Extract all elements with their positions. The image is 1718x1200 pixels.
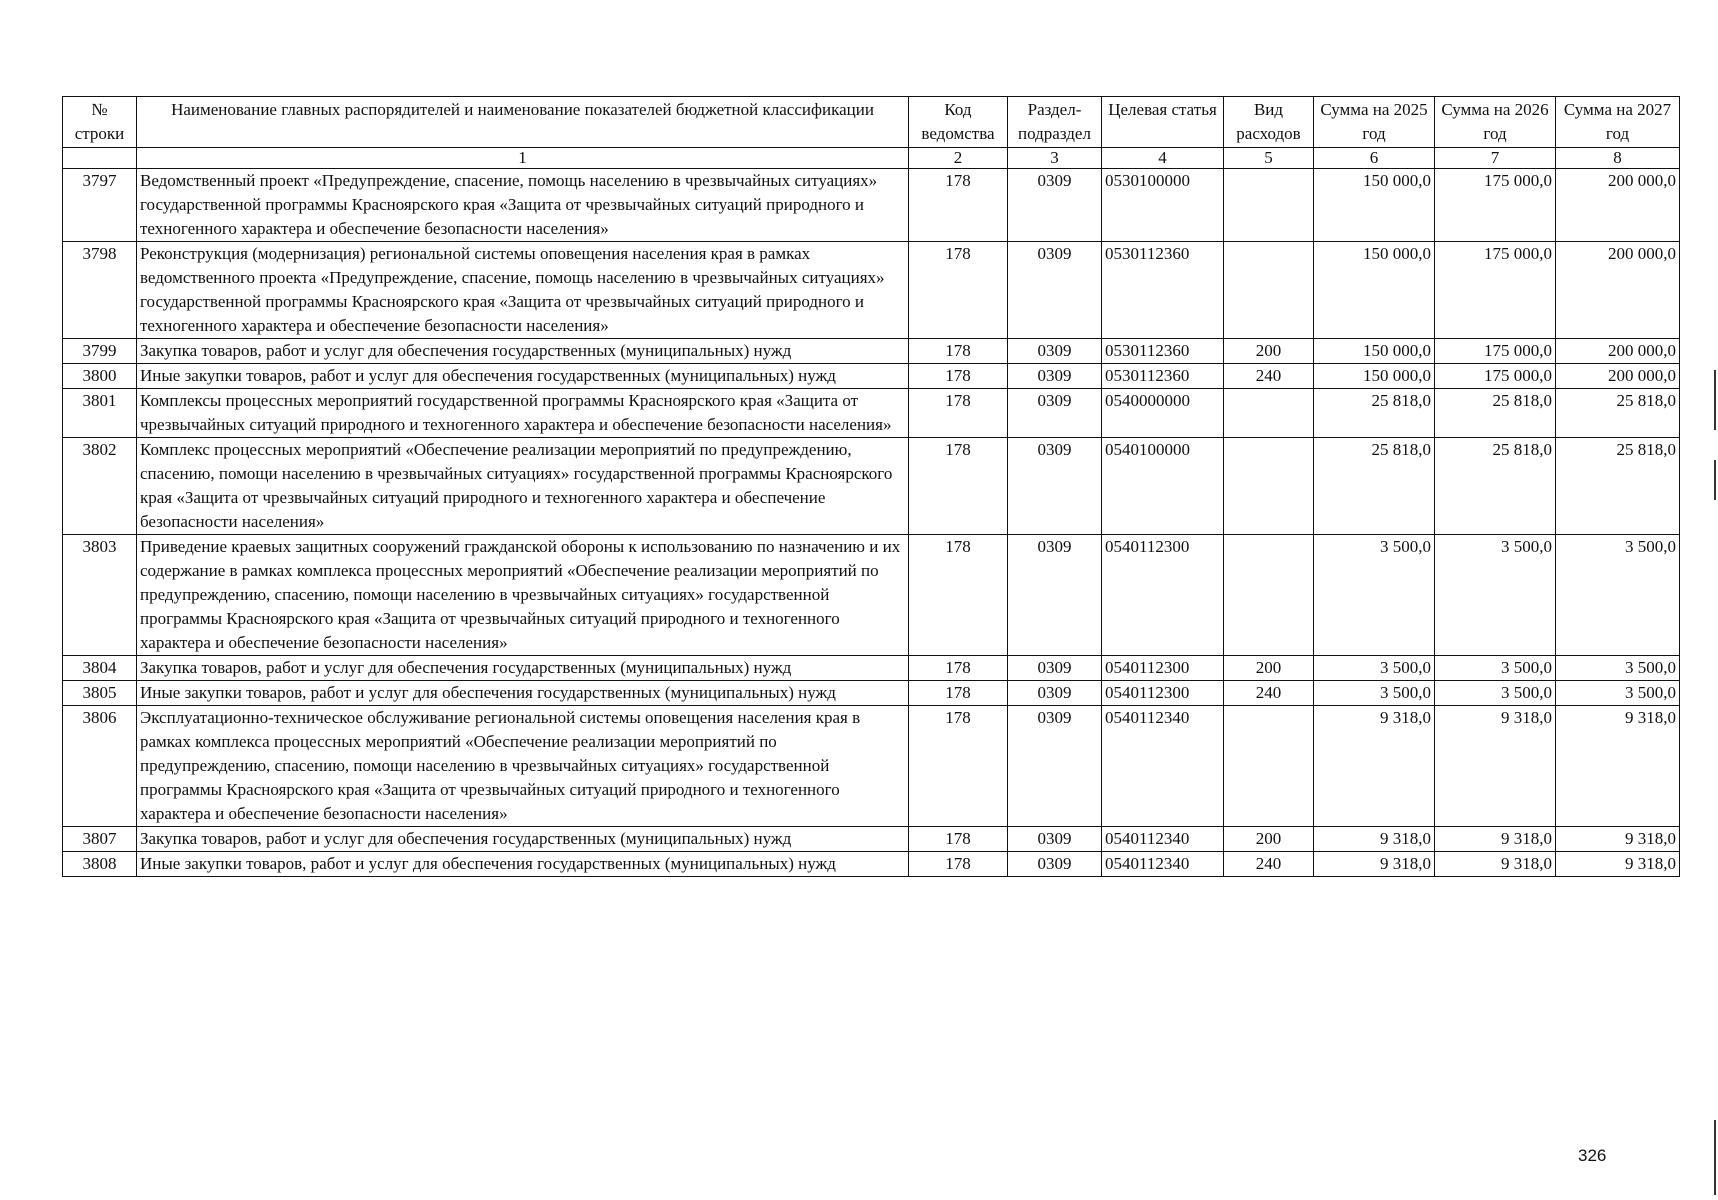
table-body [63, 169, 1680, 877]
row-dept-code: 178 [909, 706, 1008, 827]
table-row [63, 681, 1680, 706]
row-expense-type [1224, 706, 1314, 827]
table-row [63, 169, 1680, 242]
row-name: Иные закупки товаров, работ и услуг для обеспечения государственных (муниципальных) нужд [137, 364, 909, 389]
row-sum-2027: 3 500,0 [1556, 656, 1680, 681]
budget-table [62, 96, 1680, 877]
table-row [63, 364, 1680, 389]
row-name: Эксплуатационно-техническое обслуживание региональной системы оповещения населения края в рамках комплекса процессных мероприятий «Обеспечение реализации мероприятий по предупреждению, спасению, помощи населению в чрезвычайных ситуациях» государственной программы Красноярского края «Защита от чрезвычайных ситуаций природного и техногенного характера и обеспечение безопасности населения» [137, 706, 909, 827]
row-sum-2025: 150 000,0 [1314, 339, 1435, 364]
row-name: Комплекс процессных мероприятий «Обеспечение реализации мероприятий по предупреждению, спасению, помощи населению в чрезвычайных ситуациях» государственной программы Красноярского края «Защита от чрезвычайных ситуаций природного и техногенного характера и обеспечение безопасности населения» [137, 438, 909, 535]
row-section: 0309 [1008, 364, 1102, 389]
row-number: 3806 [63, 706, 137, 827]
table-row [63, 438, 1680, 535]
row-sum-2027: 3 500,0 [1556, 535, 1680, 656]
row-expense-type: 200 [1224, 656, 1314, 681]
row-sum-2025: 9 318,0 [1314, 706, 1435, 827]
table-row [63, 242, 1680, 339]
row-dept-code: 178 [909, 852, 1008, 877]
column-number [63, 148, 137, 169]
column-number: 2 [909, 148, 1008, 169]
row-number: 3798 [63, 242, 137, 339]
row-target-article: 0530112360 [1102, 339, 1224, 364]
row-sum-2025: 3 500,0 [1314, 681, 1435, 706]
header-section: Раздел-подраздел [1008, 97, 1102, 148]
row-sum-2026: 175 000,0 [1435, 242, 1556, 339]
row-target-article: 0540112300 [1102, 535, 1224, 656]
row-section: 0309 [1008, 438, 1102, 535]
row-dept-code: 178 [909, 389, 1008, 438]
header-code: Код ведомства [909, 97, 1008, 148]
row-name: Иные закупки товаров, работ и услуг для обеспечения государственных (муниципальных) нужд [137, 852, 909, 877]
row-sum-2027: 25 818,0 [1556, 389, 1680, 438]
row-dept-code: 178 [909, 827, 1008, 852]
row-number: 3800 [63, 364, 137, 389]
row-sum-2026: 9 318,0 [1435, 852, 1556, 877]
scan-edge-mark [1714, 460, 1716, 500]
row-expense-type: 200 [1224, 339, 1314, 364]
row-dept-code: 178 [909, 681, 1008, 706]
column-number: 8 [1556, 148, 1680, 169]
row-target-article: 0540112300 [1102, 656, 1224, 681]
header-sum2026: Сумма на 2026 год [1435, 97, 1556, 148]
row-sum-2027: 9 318,0 [1556, 706, 1680, 827]
column-number: 6 [1314, 148, 1435, 169]
row-sum-2027: 9 318,0 [1556, 852, 1680, 877]
scan-edge-mark [1714, 1120, 1716, 1195]
row-dept-code: 178 [909, 438, 1008, 535]
row-expense-type [1224, 438, 1314, 535]
row-target-article: 0540112300 [1102, 681, 1224, 706]
row-sum-2027: 200 000,0 [1556, 169, 1680, 242]
row-sum-2026: 3 500,0 [1435, 656, 1556, 681]
row-number: 3801 [63, 389, 137, 438]
row-target-article: 0540112340 [1102, 706, 1224, 827]
table-row [63, 389, 1680, 438]
row-section: 0309 [1008, 827, 1102, 852]
row-name: Закупка товаров, работ и услуг для обеспечения государственных (муниципальных) нужд [137, 656, 909, 681]
row-sum-2025: 150 000,0 [1314, 169, 1435, 242]
column-number: 4 [1102, 148, 1224, 169]
row-sum-2027: 200 000,0 [1556, 364, 1680, 389]
row-sum-2027: 9 318,0 [1556, 827, 1680, 852]
table-row [63, 656, 1680, 681]
row-name: Закупка товаров, работ и услуг для обеспечения государственных (муниципальных) нужд [137, 827, 909, 852]
row-dept-code: 178 [909, 242, 1008, 339]
row-sum-2026: 3 500,0 [1435, 535, 1556, 656]
row-sum-2025: 3 500,0 [1314, 535, 1435, 656]
row-expense-type [1224, 242, 1314, 339]
row-sum-2026: 175 000,0 [1435, 364, 1556, 389]
table-row [63, 535, 1680, 656]
row-sum-2026: 9 318,0 [1435, 706, 1556, 827]
table-row [63, 827, 1680, 852]
page-number: 326 [1578, 1146, 1607, 1165]
header-name: Наименование главных распорядителей и наименование показателей бюджетной классификации [137, 97, 909, 148]
row-expense-type: 200 [1224, 827, 1314, 852]
header-target: Целевая статья [1102, 97, 1224, 148]
row-number: 3802 [63, 438, 137, 535]
row-section: 0309 [1008, 389, 1102, 438]
row-sum-2026: 9 318,0 [1435, 827, 1556, 852]
row-expense-type: 240 [1224, 852, 1314, 877]
row-sum-2025: 3 500,0 [1314, 656, 1435, 681]
row-sum-2026: 175 000,0 [1435, 339, 1556, 364]
row-name: Ведомственный проект «Предупреждение, спасение, помощь населению в чрезвычайных ситуациях» государственной программы Красноярского края «Защита от чрезвычайных ситуаций природного и техногенного характера и обеспечение безопасности населения» [137, 169, 909, 242]
row-target-article: 0530100000 [1102, 169, 1224, 242]
row-sum-2027: 200 000,0 [1556, 242, 1680, 339]
row-number: 3803 [63, 535, 137, 656]
column-number: 1 [137, 148, 909, 169]
table-row [63, 339, 1680, 364]
row-dept-code: 178 [909, 535, 1008, 656]
row-name: Закупка товаров, работ и услуг для обеспечения государственных (муниципальных) нужд [137, 339, 909, 364]
row-section: 0309 [1008, 339, 1102, 364]
row-sum-2025: 25 818,0 [1314, 389, 1435, 438]
row-expense-type [1224, 169, 1314, 242]
row-sum-2027: 200 000,0 [1556, 339, 1680, 364]
row-sum-2025: 150 000,0 [1314, 364, 1435, 389]
row-dept-code: 178 [909, 339, 1008, 364]
row-sum-2025: 9 318,0 [1314, 852, 1435, 877]
row-name: Приведение краевых защитных сооружений гражданской обороны к использованию по назначению и их содержание в рамках комплекса процессных мероприятий «Обеспечение реализации мероприятий по предупреждению, спасению, помощи населению в чрезвычайных ситуациях» государственной программы Красноярского края «Защита от чрезвычайных ситуаций природного и техногенного характера и обеспечение безопасности населения» [137, 535, 909, 656]
row-target-article: 0540000000 [1102, 389, 1224, 438]
row-section: 0309 [1008, 242, 1102, 339]
row-sum-2025: 150 000,0 [1314, 242, 1435, 339]
row-name: Реконструкция (модернизация) региональной системы оповещения населения края в рамках ведомственного проекта «Предупреждение, спасение, помощь населению в чрезвычайных ситуациях» государственной программы Красноярского края «Защита от чрезвычайных ситуаций природного и техногенного характера и обеспечение безопасности населения» [137, 242, 909, 339]
row-sum-2026: 25 818,0 [1435, 389, 1556, 438]
row-number: 3807 [63, 827, 137, 852]
row-sum-2026: 25 818,0 [1435, 438, 1556, 535]
row-sum-2026: 3 500,0 [1435, 681, 1556, 706]
row-sum-2027: 25 818,0 [1556, 438, 1680, 535]
header-sum2027: Сумма на 2027 год [1556, 97, 1680, 148]
row-number: 3797 [63, 169, 137, 242]
row-section: 0309 [1008, 706, 1102, 827]
header-no: № строки [63, 97, 137, 148]
row-section: 0309 [1008, 681, 1102, 706]
row-number: 3808 [63, 852, 137, 877]
row-section: 0309 [1008, 656, 1102, 681]
row-name: Иные закупки товаров, работ и услуг для обеспечения государственных (муниципальных) нужд [137, 681, 909, 706]
row-target-article: 0540100000 [1102, 438, 1224, 535]
header-sum2025: Сумма на 2025 год [1314, 97, 1435, 148]
row-target-article: 0530112360 [1102, 242, 1224, 339]
row-expense-type [1224, 535, 1314, 656]
row-number: 3799 [63, 339, 137, 364]
row-dept-code: 178 [909, 656, 1008, 681]
row-expense-type [1224, 389, 1314, 438]
table-row [63, 852, 1680, 877]
header-vid: Вид расходов [1224, 97, 1314, 148]
column-number-row [63, 148, 1680, 169]
table-row [63, 706, 1680, 827]
row-target-article: 0540112340 [1102, 827, 1224, 852]
column-number: 5 [1224, 148, 1314, 169]
row-sum-2025: 25 818,0 [1314, 438, 1435, 535]
row-number: 3804 [63, 656, 137, 681]
row-section: 0309 [1008, 852, 1102, 877]
row-dept-code: 178 [909, 169, 1008, 242]
row-dept-code: 178 [909, 364, 1008, 389]
row-expense-type: 240 [1224, 364, 1314, 389]
row-section: 0309 [1008, 535, 1102, 656]
scan-edge-mark [1714, 370, 1716, 430]
column-number: 3 [1008, 148, 1102, 169]
row-sum-2025: 9 318,0 [1314, 827, 1435, 852]
row-target-article: 0530112360 [1102, 364, 1224, 389]
row-sum-2026: 175 000,0 [1435, 169, 1556, 242]
header-row [63, 97, 1680, 148]
row-name: Комплексы процессных мероприятий государственной программы Красноярского края «Защита от чрезвычайных ситуаций природного и техногенного характера и обеспечение безопасности населения» [137, 389, 909, 438]
column-number: 7 [1435, 148, 1556, 169]
row-section: 0309 [1008, 169, 1102, 242]
row-number: 3805 [63, 681, 137, 706]
row-sum-2027: 3 500,0 [1556, 681, 1680, 706]
row-target-article: 0540112340 [1102, 852, 1224, 877]
row-expense-type: 240 [1224, 681, 1314, 706]
